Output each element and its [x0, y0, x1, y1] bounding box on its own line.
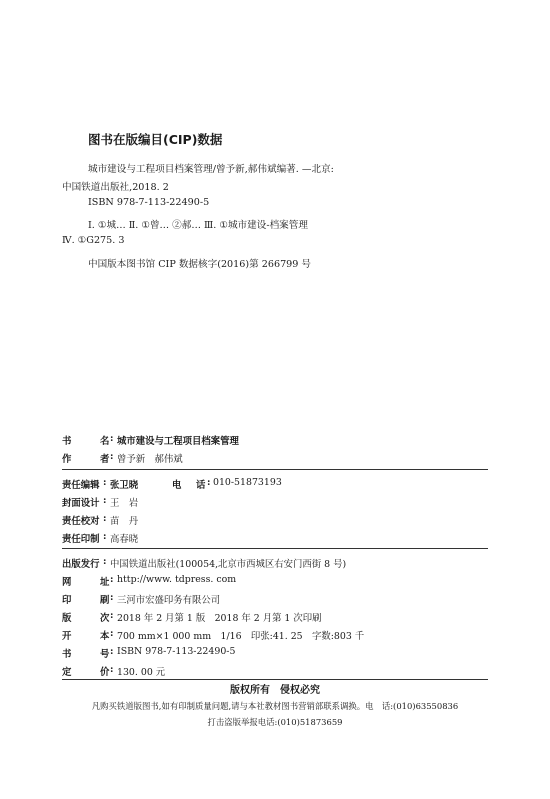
- author-label-2: 者: [100, 454, 110, 465]
- phone-label-1: 电: [172, 480, 182, 491]
- editor-label: 责任编辑: [62, 480, 100, 491]
- divider-2: [62, 548, 488, 549]
- isbn-label-2: 号: [100, 649, 110, 660]
- cip-line-title: 城市建设与工程项目档案管理/曾予新,郝伟斌编著. —北京:: [88, 164, 334, 175]
- phone-value: 010-51873193: [213, 477, 282, 488]
- cip-heading: 图书在版编目(CIP)数据: [88, 132, 223, 147]
- format-label-2: 本: [100, 631, 110, 642]
- website-label-2: 址: [100, 577, 110, 588]
- printer-label-2: 刷: [100, 595, 110, 606]
- copyright-notice: 版权所有 侵权必究: [230, 685, 320, 696]
- author-label-1: 作: [62, 454, 72, 465]
- edition-label-2: 次: [100, 613, 110, 624]
- price-value: 130. 00 元: [117, 667, 166, 678]
- divider-1: [62, 469, 488, 470]
- quality-notice: 凡购买铁道版图书,如有印制质量问题,请与本社教材图书营销部联系调换。电 话:(010)63550836: [91, 701, 459, 711]
- cover-designer-value: 王 岩: [110, 498, 139, 509]
- cip-line-subjects: Ⅰ. ①城… Ⅱ. ①曾… ②郝… Ⅲ. ①城市建设-档案管理: [88, 220, 308, 231]
- price-label-2: 价: [100, 667, 110, 678]
- cip-line-cip-number: 中国版本图书馆 CIP 数据核字(2016)第 266799 号: [88, 259, 312, 270]
- publisher-value: 中国铁道出版社(100054,北京市西城区右安门西街 8 号): [110, 559, 347, 570]
- divider-3: [62, 679, 488, 680]
- publisher-label: 出版发行: [62, 559, 100, 570]
- proofreader-label: 责任校对: [62, 516, 100, 527]
- printer-value: 三河市宏盛印务有限公司: [117, 595, 221, 606]
- isbn-value: ISBN 978-7-113-22490-5: [117, 646, 236, 657]
- price-label-1: 定: [62, 667, 72, 678]
- editor-value: 张卫晓: [110, 480, 139, 491]
- proofreader-value: 苗 丹: [110, 516, 139, 527]
- printer-label-1: 印: [62, 595, 72, 606]
- format-label-1: 开: [62, 631, 72, 642]
- book-title-value: 城市建设与工程项目档案管理: [117, 436, 239, 447]
- cip-line-publisher: 中国铁道出版社,2018. 2: [62, 182, 169, 193]
- edition-value: 2018 年 2 月第 1 版 2018 年 2 月第 1 次印刷: [117, 613, 322, 624]
- website-label-1: 网: [62, 577, 72, 588]
- cip-line-isbn: ISBN 978-7-113-22490-5: [88, 197, 210, 208]
- format-value: 700 mm×1 000 mm 1/16 印张:41. 25 字数:803 千: [117, 631, 365, 642]
- book-title-label-2: 名: [100, 436, 110, 447]
- piracy-report-notice: 打击盗版举报电话:(010)51873659: [207, 717, 343, 727]
- edition-label-1: 版: [62, 613, 72, 624]
- print-manager-label: 责任印制: [62, 534, 100, 545]
- cover-designer-label: 封面设计: [62, 498, 100, 509]
- isbn-label-1: 书: [62, 649, 72, 660]
- phone-label-2: 话: [196, 480, 206, 491]
- print-manager-value: 高春晓: [110, 534, 139, 545]
- website-value: http://www. tdpress. com: [117, 574, 237, 585]
- author-value: 曾予新 郝伟斌: [117, 454, 183, 465]
- cip-line-classification: Ⅳ. ①G275. 3: [62, 235, 125, 246]
- book-title-label-1: 书: [62, 436, 72, 447]
